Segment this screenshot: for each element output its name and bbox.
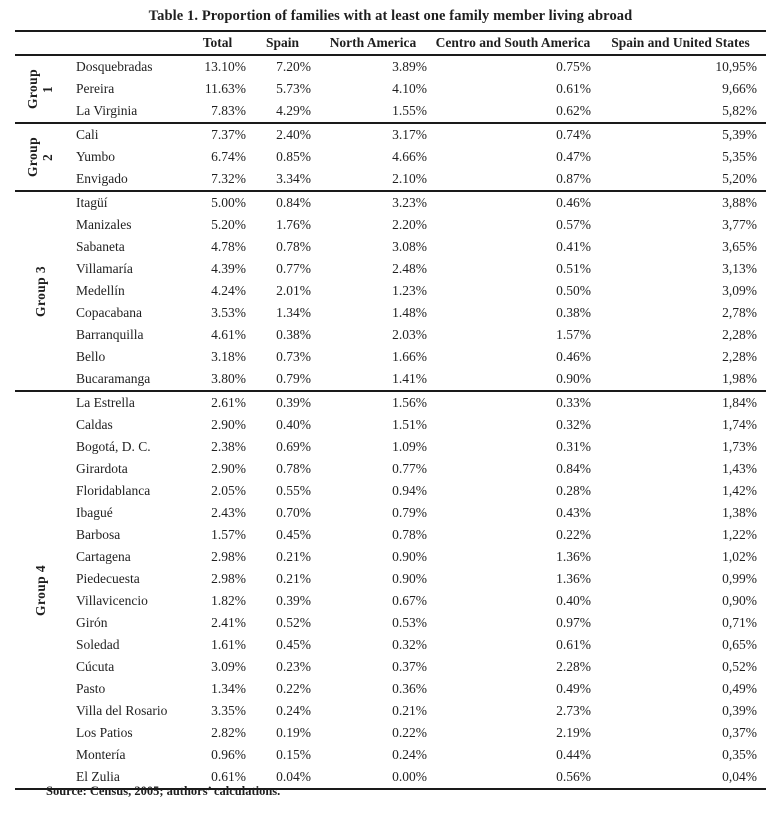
- value-cell: 0.22%: [392, 725, 427, 740]
- value-cell: 0,52%: [722, 659, 757, 674]
- value-cell: 0.32%: [392, 637, 427, 652]
- value-cell: 5.73%: [276, 81, 311, 96]
- value-cell: 0.57%: [556, 217, 591, 232]
- value-cell: 0.24%: [276, 703, 311, 718]
- value-cell: 3.89%: [315, 55, 431, 78]
- value-cell: 1,38%: [722, 505, 757, 520]
- value-cell: 3.17%: [315, 123, 431, 146]
- value-cell: 0.23%: [276, 659, 311, 674]
- city-name: Bucaramanga: [76, 371, 151, 386]
- value-cell: 3.23%: [315, 191, 431, 214]
- table-row: [15, 546, 766, 568]
- value-cell: 2.73%: [556, 703, 591, 718]
- header-spain: Spain: [265, 35, 300, 50]
- value-cell: 1.23%: [392, 283, 427, 298]
- value-cell: 0.73%: [276, 349, 311, 364]
- value-cell: 7.32%: [211, 171, 246, 186]
- value-cell: 2.43%: [211, 505, 246, 520]
- value-cell: 0.45%: [276, 637, 311, 652]
- value-cell: 4.78%: [211, 239, 246, 254]
- value-cell: 1,84%: [595, 391, 766, 414]
- city-name: Manizales: [76, 217, 132, 232]
- value-cell: 13.10%: [185, 55, 250, 78]
- city-name: Pasto: [76, 681, 106, 696]
- value-cell: 0.69%: [276, 439, 311, 454]
- value-cell: 0.47%: [556, 149, 591, 164]
- value-cell: 2.98%: [211, 549, 246, 564]
- value-cell: 1.57%: [211, 527, 246, 542]
- value-cell: 3,77%: [722, 217, 757, 232]
- value-cell: 1.36%: [556, 571, 591, 586]
- group-label-1: Group 1: [15, 55, 65, 123]
- value-cell: 0.46%: [556, 349, 591, 364]
- value-cell: 2,28%: [722, 349, 757, 364]
- value-cell: 0.53%: [392, 615, 427, 630]
- value-cell: 5,39%: [595, 123, 766, 146]
- city-name: Yumbo: [76, 149, 116, 164]
- data-table: [15, 30, 766, 790]
- table-row: [15, 100, 766, 123]
- value-cell: 3,13%: [722, 261, 757, 276]
- value-cell: 0.38%: [276, 327, 311, 342]
- value-cell: 2.19%: [556, 725, 591, 740]
- value-cell: 0.28%: [556, 483, 591, 498]
- value-cell: 0.78%: [392, 527, 427, 542]
- value-cell: 2.90%: [211, 461, 246, 476]
- value-cell: 0.41%: [556, 239, 591, 254]
- table-row: [15, 280, 766, 302]
- table-row: [15, 168, 766, 191]
- value-cell: 1.34%: [211, 681, 246, 696]
- value-cell: 0.90%: [392, 549, 427, 564]
- city-name: Bello: [76, 349, 106, 364]
- value-cell: 4.39%: [211, 261, 246, 276]
- value-cell: 0.21%: [392, 703, 427, 718]
- group-label-2: Group 2: [15, 123, 65, 191]
- value-cell: 4.61%: [211, 327, 246, 342]
- value-cell: 1.55%: [392, 103, 427, 118]
- city-name: Girón: [76, 615, 108, 630]
- table-row: [15, 368, 766, 391]
- city-name: Ibagué: [76, 505, 113, 520]
- value-cell: 0.94%: [392, 483, 427, 498]
- value-cell: 0.04%: [276, 769, 311, 784]
- city-name: Itagüí: [65, 191, 185, 214]
- value-cell: 3.35%: [211, 703, 246, 718]
- value-cell: 0.55%: [276, 483, 311, 498]
- value-cell: 2.05%: [211, 483, 246, 498]
- value-cell: 0,37%: [722, 725, 757, 740]
- value-cell: 1,02%: [722, 549, 757, 564]
- value-cell: 10,95%: [595, 55, 766, 78]
- value-cell: 0,90%: [722, 593, 757, 608]
- value-cell: 0.85%: [276, 149, 311, 164]
- header-total: Total: [202, 35, 233, 50]
- value-cell: 0.39%: [250, 391, 315, 414]
- table-row: [15, 414, 766, 436]
- table-row: [15, 656, 766, 678]
- value-cell: 0.79%: [276, 371, 311, 386]
- value-cell: 1,74%: [722, 417, 757, 432]
- value-cell: 0.75%: [431, 55, 595, 78]
- city-name: Barbosa: [76, 527, 121, 542]
- value-cell: 11.63%: [204, 81, 246, 96]
- city-name: Copacabana: [76, 305, 142, 320]
- value-cell: 0.43%: [556, 505, 591, 520]
- city-name: Medellín: [76, 283, 125, 298]
- city-name: Los Patios: [76, 725, 133, 740]
- value-cell: 0.61%: [556, 637, 591, 652]
- value-cell: 2.20%: [392, 217, 427, 232]
- value-cell: 2.82%: [211, 725, 246, 740]
- table-row: [15, 324, 766, 346]
- table-row: [15, 568, 766, 590]
- value-cell: 2.28%: [556, 659, 591, 674]
- value-cell: 0,71%: [722, 615, 757, 630]
- value-cell: 1,98%: [722, 371, 757, 386]
- table-row: [15, 55, 766, 78]
- table-row: [15, 391, 766, 414]
- city-name: Cartagena: [76, 549, 131, 564]
- value-cell: 5.20%: [211, 217, 246, 232]
- value-cell: 7.37%: [185, 123, 250, 146]
- table-row: [15, 236, 766, 258]
- value-cell: 0.45%: [276, 527, 311, 542]
- value-cell: 2.41%: [211, 615, 246, 630]
- value-cell: 4.29%: [276, 103, 311, 118]
- value-cell: 0.78%: [276, 239, 311, 254]
- table-row: [15, 458, 766, 480]
- value-cell: 1.82%: [211, 593, 246, 608]
- value-cell: 0.97%: [556, 615, 591, 630]
- value-cell: 5,82%: [722, 103, 757, 118]
- value-cell: 0.31%: [556, 439, 591, 454]
- value-cell: 0.21%: [276, 571, 311, 586]
- value-cell: 2.03%: [392, 327, 427, 342]
- value-cell: 0,04%: [722, 769, 757, 784]
- city-name: Caldas: [76, 417, 113, 432]
- table-row: [15, 678, 766, 700]
- table-row: [15, 612, 766, 634]
- city-name: Bogotá, D. C.: [76, 439, 151, 454]
- value-cell: 3.34%: [276, 171, 311, 186]
- city-name: Villavicencio: [76, 593, 148, 608]
- table-row: [15, 722, 766, 744]
- table-row: [15, 123, 766, 146]
- table-row: [15, 302, 766, 324]
- value-cell: 1.48%: [392, 305, 427, 320]
- table-header: [15, 31, 766, 55]
- value-cell: 0.51%: [556, 261, 591, 276]
- value-cell: 0.36%: [392, 681, 427, 696]
- value-cell: 0.38%: [556, 305, 591, 320]
- value-cell: 0.78%: [276, 461, 311, 476]
- value-cell: 1.34%: [276, 305, 311, 320]
- value-cell: 0.77%: [276, 261, 311, 276]
- value-cell: 0.61%: [556, 81, 591, 96]
- value-cell: 2.90%: [211, 417, 246, 432]
- value-cell: 2.01%: [276, 283, 311, 298]
- value-cell: 6.74%: [211, 149, 246, 164]
- table-row: [15, 258, 766, 280]
- header-city-spacer: [15, 31, 185, 55]
- value-cell: 0.62%: [556, 103, 591, 118]
- value-cell: 0.84%: [250, 191, 315, 214]
- value-cell: 2.10%: [392, 171, 427, 186]
- table-row: [15, 346, 766, 368]
- value-cell: 1.61%: [211, 637, 246, 652]
- value-cell: 2.61%: [185, 391, 250, 414]
- value-cell: 3,09%: [722, 283, 757, 298]
- value-cell: 5,20%: [722, 171, 757, 186]
- value-cell: 0.37%: [392, 659, 427, 674]
- value-cell: 0.96%: [211, 747, 246, 762]
- value-cell: 0.52%: [276, 615, 311, 630]
- value-cell: 0.79%: [392, 505, 427, 520]
- value-cell: 1.76%: [276, 217, 311, 232]
- header-centro-south-america: Centro and South America: [435, 35, 591, 50]
- value-cell: 0.74%: [431, 123, 595, 146]
- city-name: Envigado: [76, 171, 128, 186]
- value-cell: 0.15%: [276, 747, 311, 762]
- value-cell: 4.24%: [211, 283, 246, 298]
- value-cell: 2.38%: [211, 439, 246, 454]
- value-cell: 7.83%: [211, 103, 246, 118]
- table-row: [15, 700, 766, 722]
- value-cell: 5,35%: [722, 149, 757, 164]
- table-row: [15, 634, 766, 656]
- value-cell: 1.41%: [392, 371, 427, 386]
- city-name: Montería: [76, 747, 126, 762]
- value-cell: 0.21%: [276, 549, 311, 564]
- value-cell: 7.20%: [250, 55, 315, 78]
- value-cell: 0.84%: [556, 461, 591, 476]
- city-name: Barranquilla: [76, 327, 144, 342]
- city-name: Cúcuta: [76, 659, 115, 674]
- city-name: Villa del Rosario: [76, 703, 168, 718]
- value-cell: 0.90%: [556, 371, 591, 386]
- header-row: [15, 31, 766, 55]
- city-name: Floridablanca: [76, 483, 151, 498]
- value-cell: 3.18%: [211, 349, 246, 364]
- table-title: Table 1. Proportion of families with at least one family member living abroad: [148, 8, 633, 24]
- value-cell: 3.53%: [211, 305, 246, 320]
- value-cell: 1.66%: [392, 349, 427, 364]
- value-cell: 4.10%: [392, 81, 427, 96]
- value-cell: 4.66%: [392, 149, 427, 164]
- value-cell: 1,22%: [722, 527, 757, 542]
- city-name: Villamaría: [76, 261, 133, 276]
- value-cell: 0,35%: [722, 747, 757, 762]
- value-cell: 2.48%: [392, 261, 427, 276]
- group-label-4: Group 4: [15, 391, 65, 789]
- value-cell: 0.32%: [556, 417, 591, 432]
- value-cell: 0.87%: [556, 171, 591, 186]
- value-cell: 1.09%: [392, 439, 427, 454]
- value-cell: 0.24%: [392, 747, 427, 762]
- value-cell: 0,39%: [722, 703, 757, 718]
- value-cell: 0.40%: [556, 593, 591, 608]
- table-row: [15, 524, 766, 546]
- value-cell: 0.67%: [392, 593, 427, 608]
- value-cell: 0.22%: [276, 681, 311, 696]
- value-cell: 5.00%: [185, 191, 250, 214]
- value-cell: 0.39%: [276, 593, 311, 608]
- value-cell: 3.80%: [211, 371, 246, 386]
- value-cell: 1.36%: [556, 549, 591, 564]
- value-cell: 0.90%: [392, 571, 427, 586]
- value-cell: 2.98%: [211, 571, 246, 586]
- value-cell: 1.57%: [556, 327, 591, 342]
- city-name: Girardota: [76, 461, 128, 476]
- value-cell: 1,73%: [722, 439, 757, 454]
- table-row: [15, 436, 766, 458]
- table-row: [15, 78, 766, 100]
- value-cell: 0.77%: [392, 461, 427, 476]
- value-cell: 0.44%: [556, 747, 591, 762]
- city-name: Sabaneta: [76, 239, 125, 254]
- value-cell: 0,99%: [722, 571, 757, 586]
- table-row: [15, 502, 766, 524]
- city-name: La Virginia: [76, 103, 138, 118]
- table-row: [15, 214, 766, 236]
- value-cell: 0.61%: [211, 769, 246, 784]
- group-label-3: Group 3: [15, 191, 65, 391]
- value-cell: 0.50%: [556, 283, 591, 298]
- value-cell: 0.46%: [431, 191, 595, 214]
- table-row: [15, 590, 766, 612]
- header-north-america: North America: [329, 35, 417, 50]
- table-row: [15, 146, 766, 168]
- value-cell: 1,43%: [722, 461, 757, 476]
- value-cell: 1.56%: [315, 391, 431, 414]
- header-spain-united-states: Spain and United States: [611, 35, 750, 50]
- value-cell: 0.00%: [392, 769, 427, 784]
- value-cell: 9,66%: [722, 81, 757, 96]
- value-cell: 2.40%: [250, 123, 315, 146]
- value-cell: 3,65%: [722, 239, 757, 254]
- table-row: [15, 480, 766, 502]
- value-cell: 1.51%: [392, 417, 427, 432]
- value-cell: 0.19%: [276, 725, 311, 740]
- table-row: [15, 744, 766, 766]
- value-cell: 0,49%: [722, 681, 757, 696]
- value-cell: 0.49%: [556, 681, 591, 696]
- value-cell: 3,88%: [595, 191, 766, 214]
- source-note: Source: Census, 2005; authors’ calculations.: [46, 784, 281, 798]
- value-cell: 0.70%: [276, 505, 311, 520]
- city-name: Cali: [65, 123, 185, 146]
- city-name: El Zulia: [76, 769, 120, 784]
- city-name: Piedecuesta: [76, 571, 140, 586]
- city-name: La Estrella: [65, 391, 185, 414]
- table-body: [15, 55, 766, 789]
- city-name: Pereira: [76, 81, 115, 96]
- value-cell: 2,28%: [722, 327, 757, 342]
- value-cell: 0.56%: [556, 769, 591, 784]
- value-cell: 3.09%: [211, 659, 246, 674]
- table-row: [15, 191, 766, 214]
- value-cell: 2,78%: [722, 305, 757, 320]
- value-cell: 0.40%: [276, 417, 311, 432]
- value-cell: 0,65%: [722, 637, 757, 652]
- value-cell: 3.08%: [392, 239, 427, 254]
- city-name: Soledad: [76, 637, 120, 652]
- value-cell: 1,42%: [722, 483, 757, 498]
- value-cell: 0.22%: [556, 527, 591, 542]
- value-cell: 0.33%: [431, 391, 595, 414]
- city-name: Dosquebradas: [65, 55, 185, 78]
